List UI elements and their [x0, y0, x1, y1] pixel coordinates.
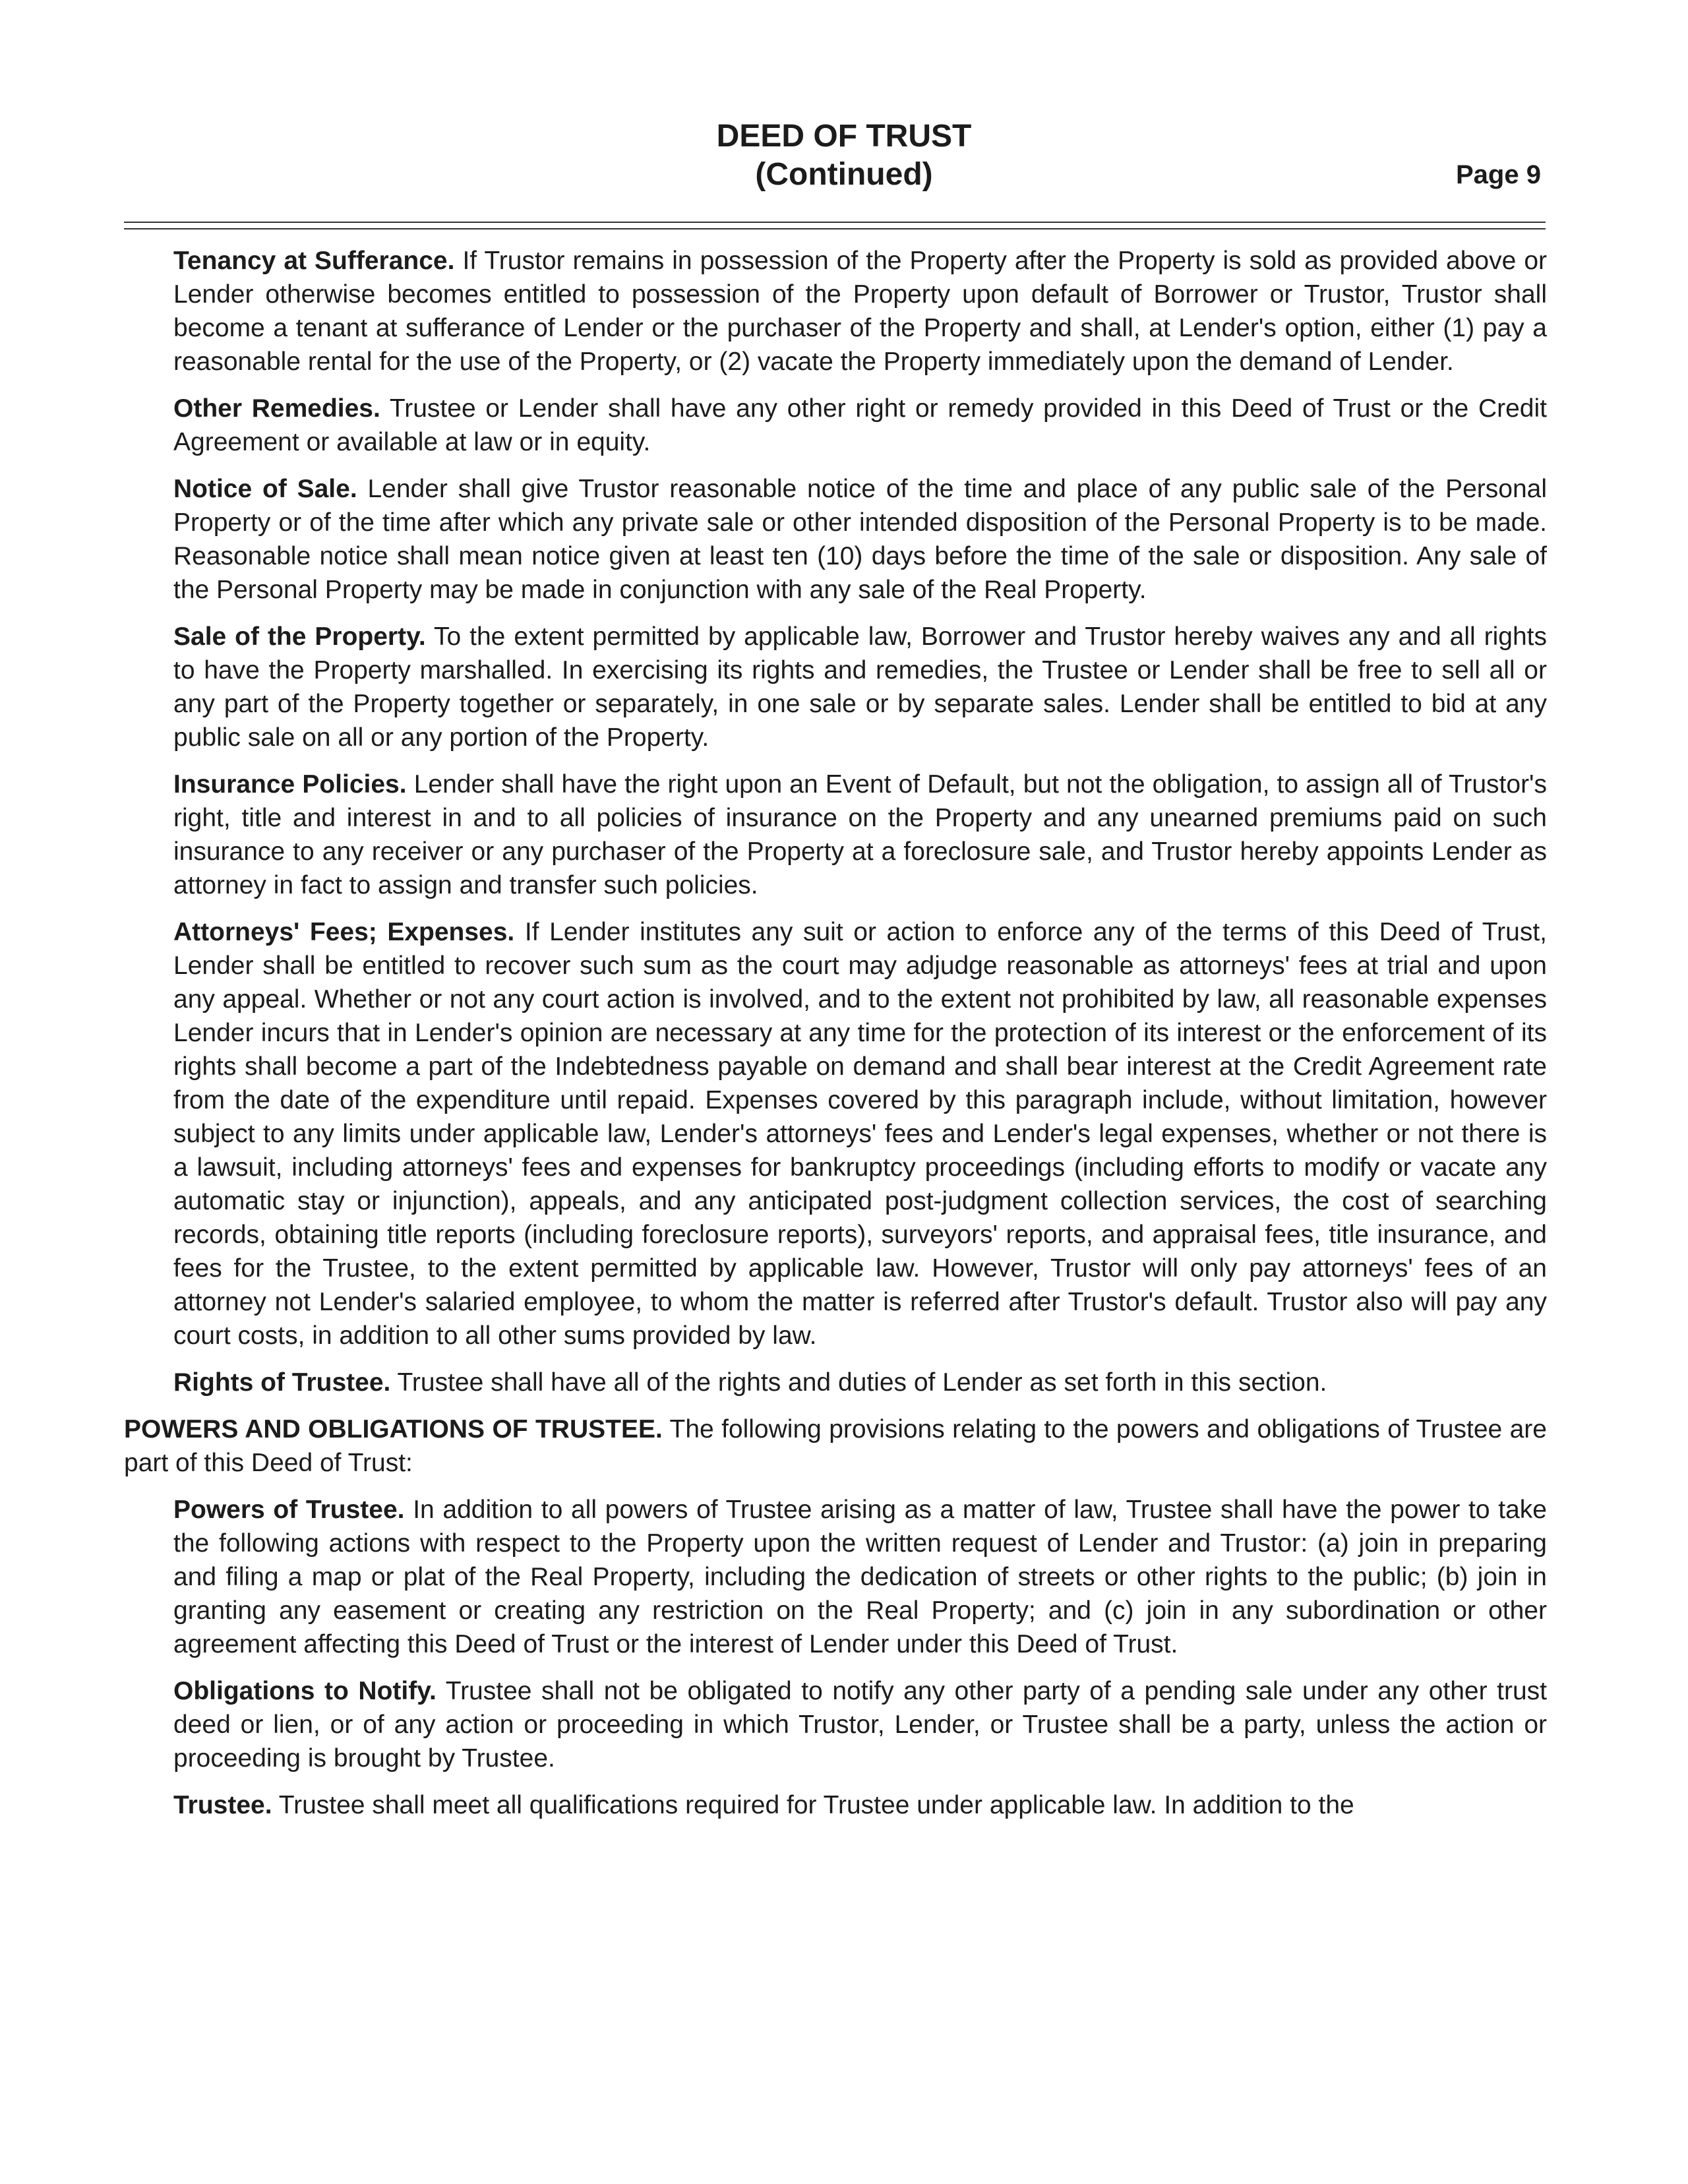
- header-rule-top: [124, 222, 1546, 223]
- section-text: Lender shall have the right upon an Event of Default, but not the obligation, to assign all of Trustor's right, title and interest in and to all policies of insurance on the Property and any unearned premiums paid on such insurance to any receiver or any purchaser of the Property at a foreclosure sale, and Trustor hereby appoints Lender as attorney in fact to assign and transfer such policies.: [173, 770, 1547, 899]
- section-heading: Notice of Sale.: [173, 475, 357, 503]
- section-rights-of-trustee: [173, 1366, 1547, 1399]
- section-powers-and-obligations: [124, 1412, 1547, 1480]
- section-insurance-policies: [173, 768, 1547, 902]
- section-text: The following provisions relating to the powers and obligations of Trustee are part of this Deed of Trust:: [124, 1415, 1547, 1477]
- section-heading: Obligations to Notify.: [173, 1677, 437, 1705]
- section-notice-of-sale: [173, 472, 1547, 607]
- page-number: Page 9: [1456, 160, 1541, 189]
- document-body: [0, 244, 1688, 1835]
- section-heading: POWERS AND OBLIGATIONS OF TRUSTEE.: [124, 1415, 663, 1443]
- section-trustee: [173, 1788, 1547, 1822]
- section-text: If Lender institutes any suit or action to enforce any of the terms of this Deed of Trust, Lender shall be entitled to recover such sum as the court may adjudge reasonable as attorneys' fees at trial and upon any appeal. Whether or not any court action is involved, and to the extent not prohibited by law, all reasonable expenses Lender incurs that in Lender's opinion are necessary at any time for the protection of its interest or the enforcement of its rights shall become a part of the Indebtedness payable on demand and shall bear interest at the Credit Agreement rate from the date of the expenditure until repaid. Expenses covered by this paragraph include, without limitation, however subject to any limits under applicable law, Lender's attorneys' fees and Lender's legal expenses, whether or not there is a lawsuit, including attorneys' fees and expenses for bankruptcy proceedings (including efforts to modify or vacate any automatic stay or injunction), appeals, and any anticipated post-judgment collection services, the cost of searching records, obtaining title reports (including foreclosure reports), surveyors' reports, and appraisal fees, title insurance, and fees for the Trustee, to the extent permitted by applicable law. However, Trustor will only pay attorneys' fees of an attorney not Lender's salaried employee, to whom the matter is referred after Trustor's default. Trustor also will pay any court costs, in addition to all other sums provided by law.: [173, 918, 1547, 1350]
- section-tenancy-at-sufferance: [173, 244, 1547, 379]
- section-heading: Powers of Trustee.: [173, 1496, 405, 1524]
- section-heading: Sale of the Property.: [173, 622, 426, 651]
- section-other-remedies: [173, 392, 1547, 459]
- section-heading: Tenancy at Sufferance.: [173, 247, 455, 275]
- section-powers-of-trustee: [173, 1493, 1547, 1661]
- section-obligations-to-notify: [173, 1674, 1547, 1775]
- section-sale-of-property: [173, 620, 1547, 754]
- document-subtitle: (Continued): [755, 157, 933, 192]
- section-heading: Insurance Policies.: [173, 770, 407, 799]
- section-text: In addition to all powers of Trustee arising as a matter of law, Trustee shall have the power to take the following actions with respect to the Property upon the written request of Lender and Trustor: (a) join in preparing and filing a map or plat of the Real Property, including the dedication of streets or other rights to the public; (b) join in granting any easement or creating any restriction on the Real Property; and (c) join in any subordination or other agreement affecting this Deed of Trust or the interest of Lender under this Deed of Trust.: [173, 1496, 1547, 1658]
- section-text: If Trustor remains in possession of the Property after the Property is sold as provided above or Lender otherwise becomes entitled to possession of the Property upon default of Borrower or Trustor, Trustor shall become a tenant at sufferance of Lender or the purchaser of the Property and shall, at Lender's option, either (1) pay a reasonable rental for the use of the Property, or (2) vacate the Property immediately upon the demand of Lender.: [173, 247, 1547, 376]
- section-text: Lender shall give Trustor reasonable notice of the time and place of any public sale of the Personal Property or of the time after which any private sale or other intended disposition of the Personal Property is to be made. Reasonable notice shall mean notice given at least ten (10) days before the time of the sale or disposition. Any sale of the Personal Property may be made in conjunction with any sale of the Real Property.: [173, 475, 1547, 604]
- section-heading: Trustee.: [173, 1791, 272, 1819]
- section-heading: Rights of Trustee.: [173, 1368, 391, 1397]
- section-text: Trustee shall meet all qualifications required for Trustee under applicable law. In addition to the: [278, 1791, 1354, 1819]
- document-title: DEED OF TRUST: [716, 119, 972, 154]
- section-text: Trustee shall have all of the rights and duties of Lender as set forth in this section.: [397, 1368, 1327, 1397]
- section-text: Trustee shall not be obligated to notify any other party of a pending sale under any other trust deed or lien, or of any action or proceeding in which Trustor, Lender, or Trustee shall be a party, unless the action or proceeding is brought by Trustee.: [173, 1677, 1547, 1773]
- section-heading: Attorneys' Fees; Expenses.: [173, 918, 515, 946]
- section-heading: Other Remedies.: [173, 394, 380, 423]
- header-rule-bottom: [124, 228, 1546, 229]
- section-text: Trustee or Lender shall have any other right or remedy provided in this Deed of Trust or the Credit Agreement or available at law or in equity.: [173, 394, 1547, 456]
- section-text: To the extent permitted by applicable law, Borrower and Trustor hereby waives any and all rights to have the Property marshalled. In exercising its rights and remedies, the Trustee or Lender shall be free to sell all or any part of the Property together or separately, in one sale or by separate sales. Lender shall be entitled to bid at any public sale on all or any portion of the Property.: [173, 622, 1547, 752]
- section-attorneys-fees: [173, 915, 1547, 1352]
